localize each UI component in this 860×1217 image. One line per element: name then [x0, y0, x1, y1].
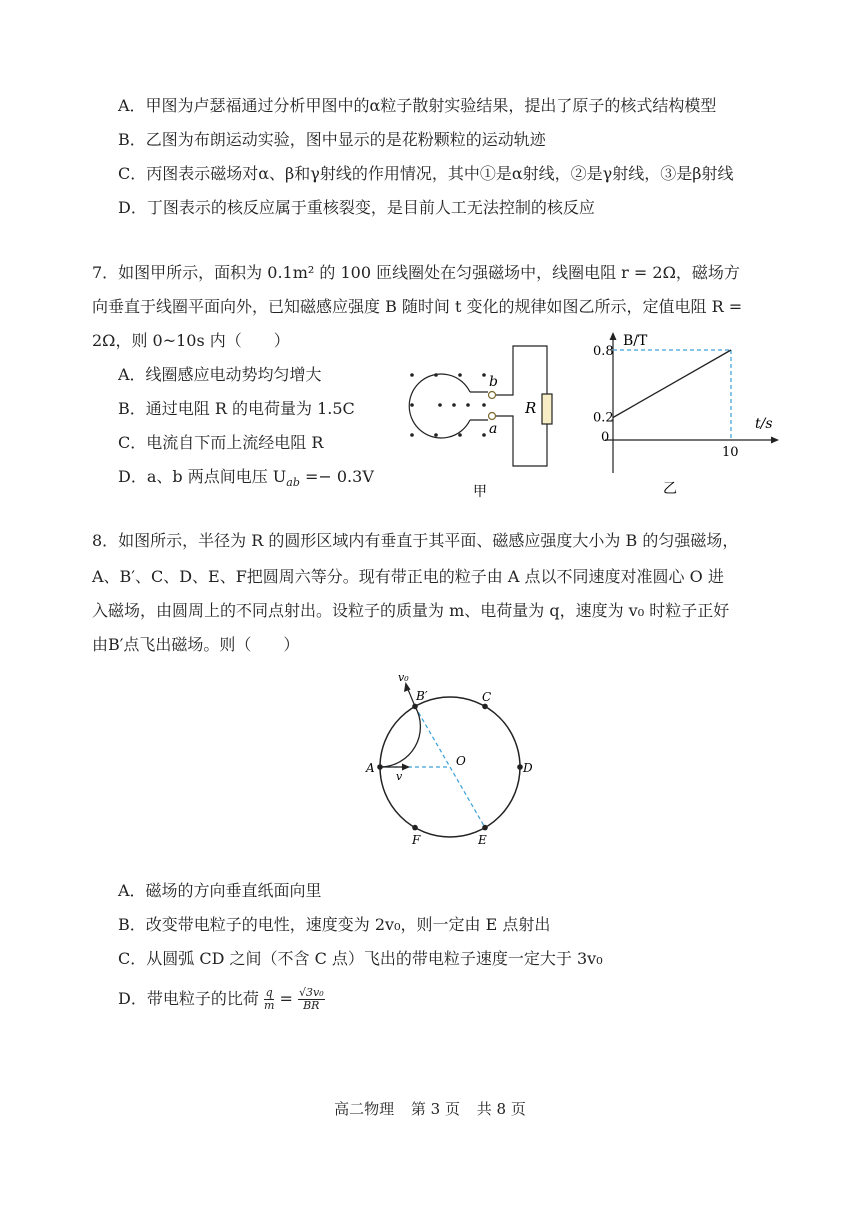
- caption-yi: 乙: [663, 481, 677, 497]
- q8-figure: [360, 668, 540, 850]
- q7-option-a: A．线圈感应电动势均匀增大: [118, 365, 322, 384]
- label-r: R: [525, 399, 537, 417]
- fraction-rhs: $\frac{\text{√3v₀}}{BR}$: [298, 986, 324, 1012]
- q7-figure-jia: [400, 340, 560, 500]
- terminal-a: [489, 413, 496, 420]
- q8-option-d-text: D．带电粒子的比荷: [118, 989, 259, 1008]
- q8-stem-line2: A、B′、C、D、E、F把圆周六等分。现有带正电的粒子由 A 点以不同速度对准圆心 O 进: [92, 567, 724, 586]
- q8-option-a: A．磁场的方向垂直纸面向里: [118, 881, 322, 900]
- x-tick-10: 10: [722, 445, 739, 460]
- point-a-label: A: [366, 761, 375, 775]
- resistor-r: [542, 394, 552, 424]
- q7-option-d-value: =− 0.3V: [299, 467, 374, 486]
- q7-stem-line2: 向垂直于线圈平面向外，已知磁感应强度 B 随时间 t 变化的规律如图乙所示，定值电阻 R =: [92, 297, 743, 316]
- q8-option-b: B．改变带电粒子的电性，速度变为 2v₀，则一定由 E 点射出: [118, 915, 551, 934]
- footer-page: 第 3 页: [410, 1100, 460, 1118]
- page-footer: [0, 1098, 860, 1119]
- label-b: b: [489, 374, 498, 390]
- point-c-label: C: [482, 690, 492, 704]
- point-o-label: O: [456, 754, 466, 768]
- label-a: a: [489, 421, 498, 437]
- q7-option-c: C．电流自下而上流经电阻 R: [118, 433, 324, 452]
- q7-option-d: [118, 466, 374, 494]
- v0-label: v₀: [398, 671, 409, 684]
- equals-sign: =: [279, 989, 293, 1008]
- y-axis-label: B/T: [623, 333, 648, 349]
- q7-figure-yi: [585, 328, 785, 500]
- field-dots: [410, 373, 486, 437]
- q7-stem-line1: 7．如图甲所示，面积为 0.1m² 的 100 匝线圈处在匀强磁场中，线圈电阻 r = 2Ω，磁场方: [92, 263, 740, 282]
- series-line: [613, 350, 731, 418]
- q8-option-d: [118, 984, 325, 1014]
- q8-stem-line4: 由B′点飞出磁场。则（ ）: [92, 635, 300, 654]
- y-tick-0.2: 0.2: [593, 410, 614, 426]
- footer-total: 共 8 页: [476, 1100, 526, 1118]
- q6-option-a: A．甲图为卢瑟福通过分析甲图中的α粒子散射实验结果，提出了原子的核式结构模型: [118, 96, 717, 115]
- footer-subject: 高二物理: [334, 1100, 395, 1118]
- q8-option-c: C．从圆弧 CD 之间（不含 C 点）飞出的带电粒子速度一定大于 3v₀: [118, 949, 603, 968]
- q8-stem-line1: 8．如图所示，半径为 R 的圆形区域内有垂直于其平面、磁感应强度大小为 B 的匀强磁场，: [92, 531, 739, 550]
- x-axis-label: t/s: [755, 416, 773, 432]
- q6-option-b: B．乙图为布朗运动实验，图中显示的是花粉颗粒的运动轨迹: [118, 130, 546, 149]
- q7-stem-line3: 2Ω，则 0~10s 内（ ）: [92, 331, 290, 350]
- v-label: v: [396, 770, 403, 783]
- point-b-label: B′: [416, 689, 428, 703]
- q6-option-c: C．丙图表示磁场对α、β和γ射线的作用情况，其中①是α射线，②是γ射线，③是β射线: [118, 164, 734, 183]
- caption-jia: 甲: [473, 484, 487, 500]
- y-tick-0.8: 0.8: [593, 344, 614, 359]
- point-e-label: E: [478, 833, 487, 847]
- point-f-label: F: [412, 833, 421, 847]
- q7-option-b: B．通过电阻 R 的电荷量为 1.5C: [118, 399, 355, 418]
- q6-option-d: D．丁图表示的核反应属于重核裂变，是目前人工无法控制的核反应: [118, 198, 595, 217]
- q7-option-d-text: D．a、b 两点间电压 U: [118, 467, 287, 486]
- origin-label: 0: [601, 430, 610, 445]
- fraction-q-over-m: $\frac{q}{m}$: [263, 986, 275, 1012]
- q7-option-d-subscript: ab: [286, 476, 300, 490]
- point-d-label: D: [523, 761, 533, 775]
- q8-stem-line3: 入磁场，由圆周上的不同点射出。设粒子的质量为 m、电荷量为 q，速度为 v₀ 时粒子正好: [92, 601, 730, 620]
- particle-trajectory: [380, 706, 420, 767]
- terminal-b: [489, 392, 496, 399]
